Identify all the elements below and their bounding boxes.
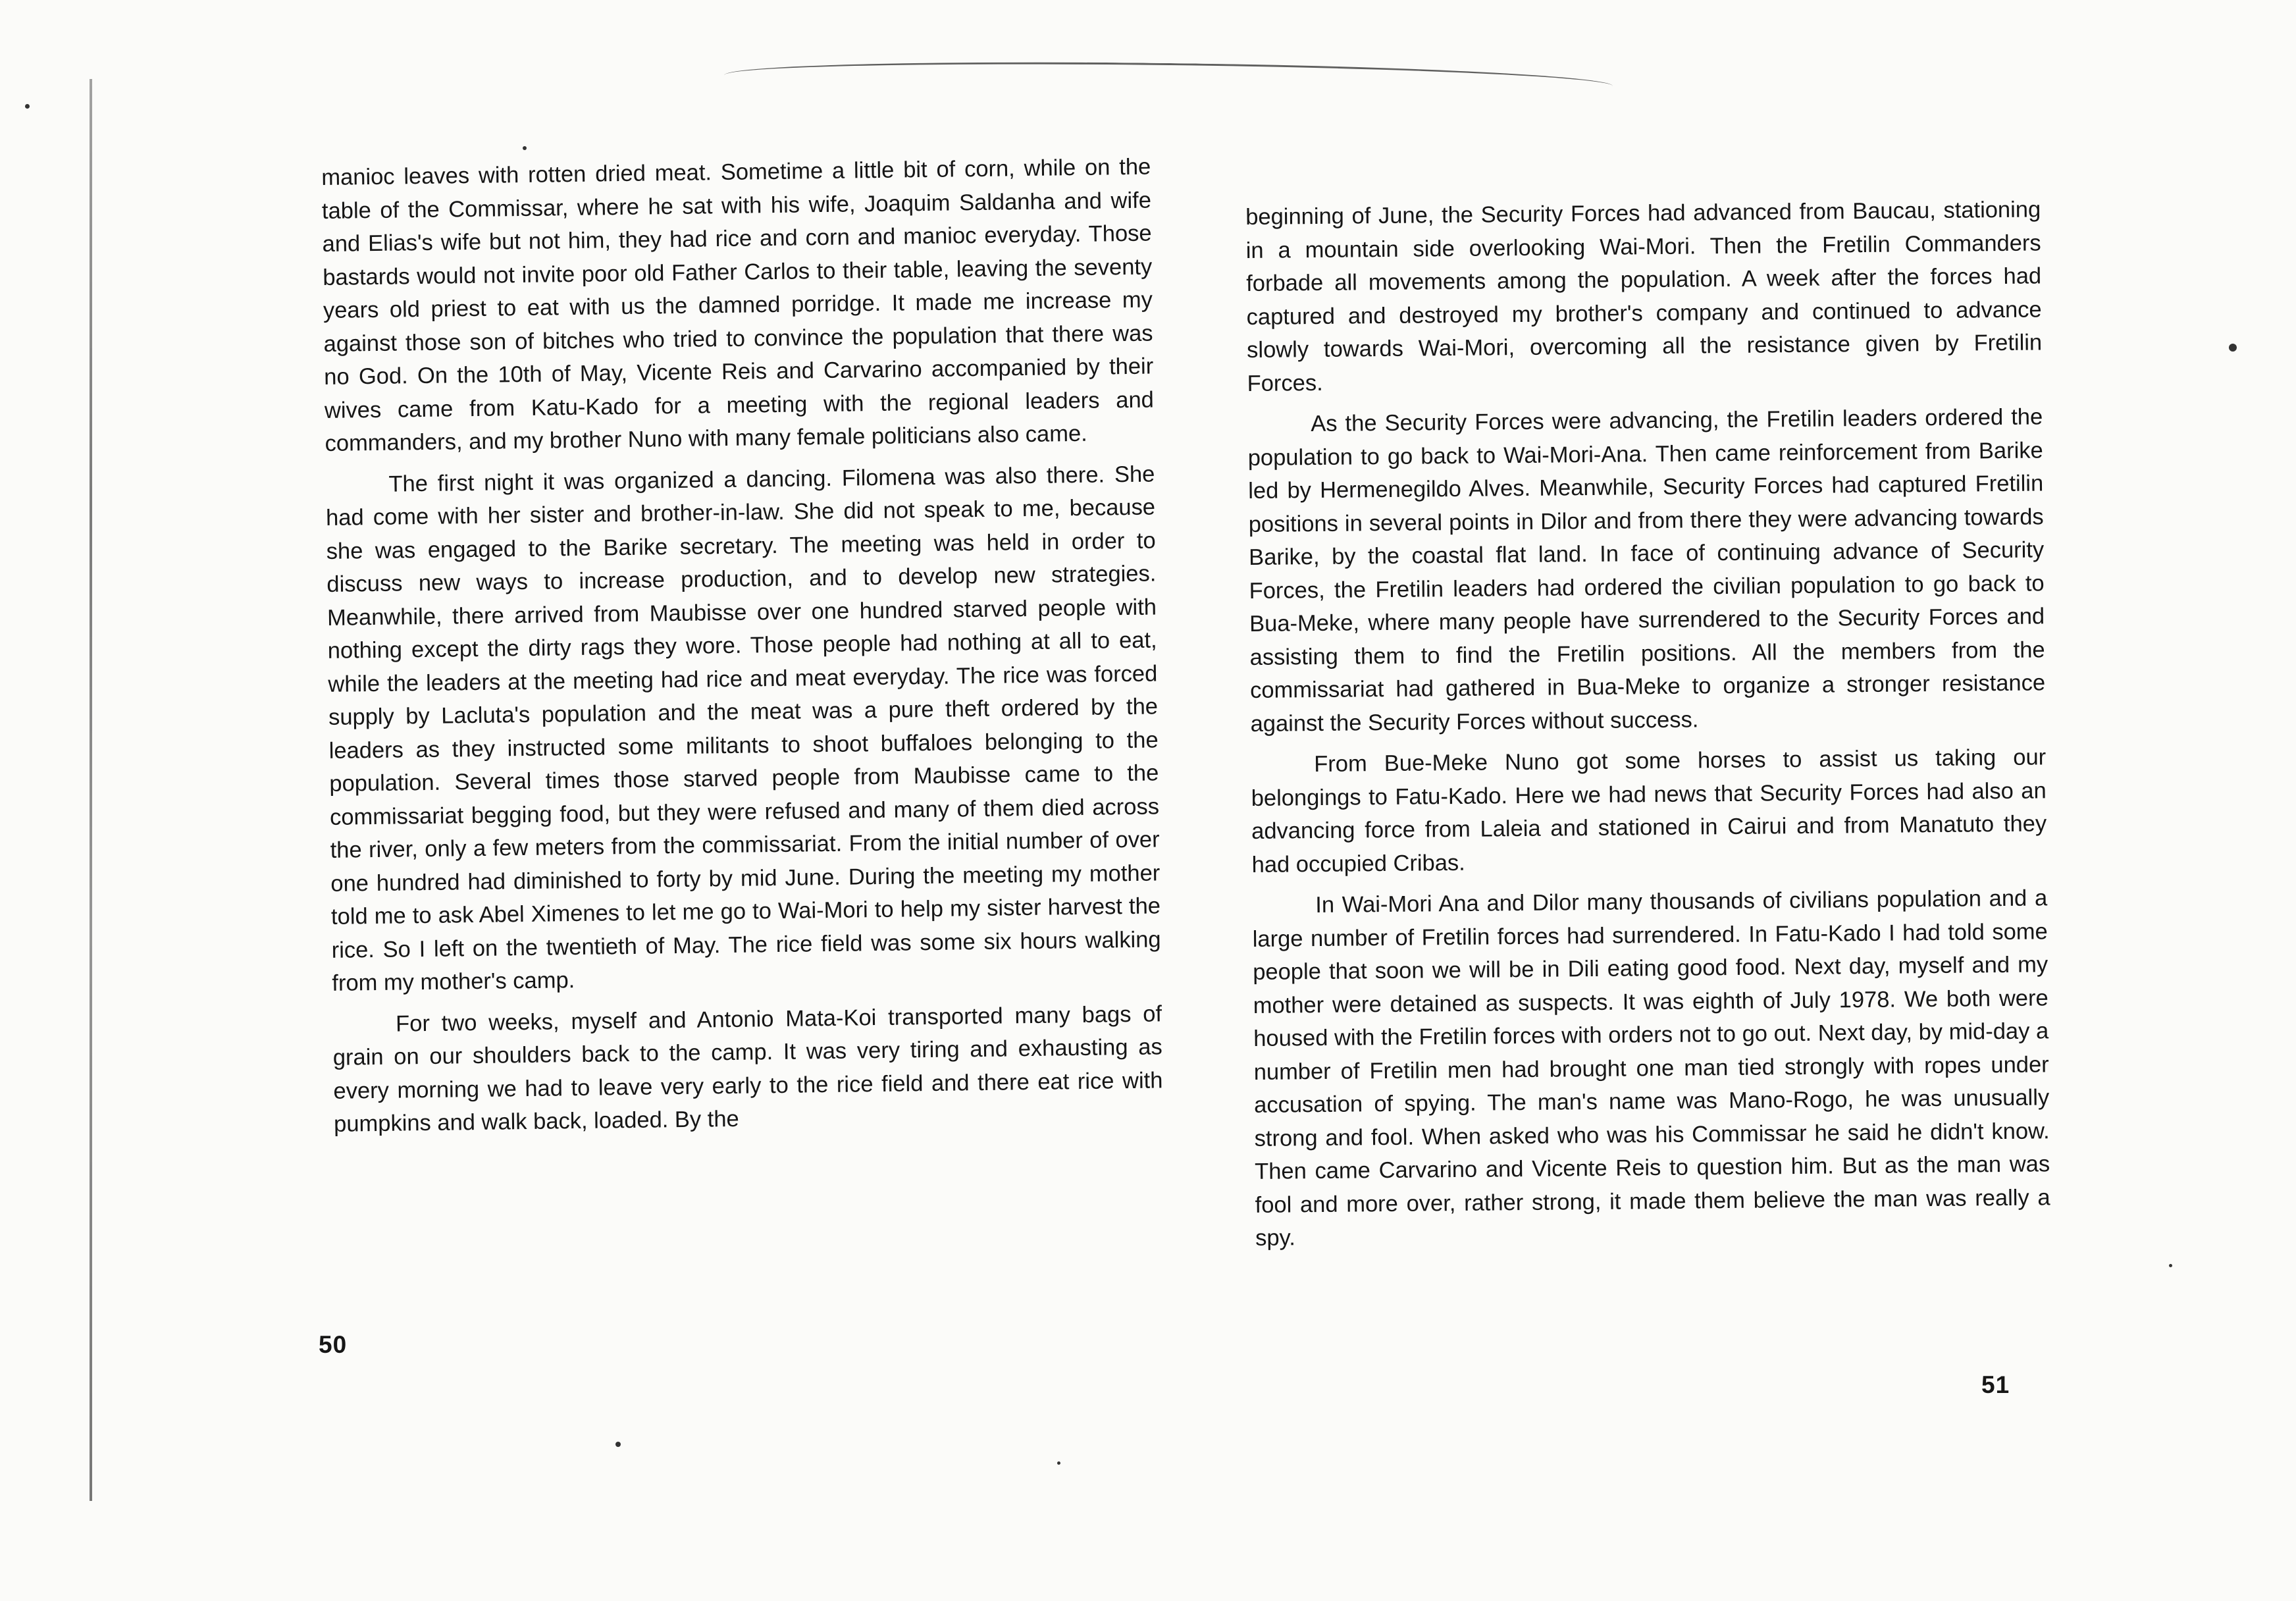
page-number: 50 <box>319 1331 348 1358</box>
right-page <box>1148 0 2296 1601</box>
paragraph: For two weeks, myself and Antonio Mata-Koi transported many bags of grain on our shoulders back to the camp. It was very tiring and exhausting as every morning we had to leave very early to the rice field and there eat rice with pumpkins and walk back, loaded. By the <box>332 1001 1163 1137</box>
left-page-text <box>321 151 1163 1142</box>
paragraph: As the Security Forces were advancing, the Fretilin leaders ordered the population to go back to Wai-Mori-Ana. Then came reinforcement from Barike led by Hermenegildo Alves. Meanwhile, Security Forces had captured Fretilin positions in several points in Dilor and from there they were advancing towards Barike, by the coastal flat land. In face of continuing advance of Security Forces, the Fretilin leaders had ordered the civilian population to go back to Bua-Meke, where many people have surrendered to the Security Forces and assisting them to find the Fretilin positions. All the members from the commissariat had gathered in Bua-Meke to organize a stronger resistance against the Security Forces without success. <box>1247 404 2046 737</box>
paragraph: manioc leaves with rotten dried meat. Sometime a little bit of corn, while on the table of the Commissar, where he sat with his wife, Joaquim Saldanha and wife and Elias's wife but not him, they had rice and corn and manioc everyday. Those bastards would not invite poor old Father Carlos to their table, leaving the seventy years old priest to eat with us the damned porridge. It made me increase my against those son of bitches who tried to convince the population that there was no God. On the 10th of May, Vicente Reis and Carvarino accompanied by their wives came from Katu-Kado for a meeting with the regional leaders and commanders, and my brother Nuno with many female politicians also came. <box>321 154 1155 456</box>
paragraph: The first night it was organized a dancing. Filomena was also there. She had come with her sister and brother-in-law. She did not speak to me, because she was engaged to the Barike secretary. The meeting was held in order to discuss new ways to increase production, and to develop new strategies. Meanwhile, there arrived from Maubisse over one hundred starved people with nothing except the dirty rags they wore. Those people had nothing at all to eat, while the leaders at the meeting had rice and meat everyday. The rice was forced supply by Lacluta's population and the meat was a pure theft ordered by the leaders as they instructed some militants to shoot buffaloes belonging to the population. Several times those starved people from Maubisse came to the commissariat begging food, but they were refused and many of them died across the river, only a few meters from the commissariat. From the initial number of over one hundred had diminished to forty by mid June. During the meeting my mother told me to ask Abel Ximenes to let me go to Wai-Mori to help my sister harvest the rice. So I left on the twentieth of May. The rice field was some six hours walking from my mother's camp. <box>325 461 1161 996</box>
page-number: 51 <box>1981 1371 2010 1398</box>
paragraph: beginning of June, the Security Forces had advanced from Baucau, stationing in a mountain side overlooking Wai-Mori. Then the Fretilin Commanders forbade all movements among the population. A week after the forces had captured and destroyed my brother's company and continued to advance slowly towards Wai-Mori, overcoming all the resistance given by Fretilin Forces. <box>1245 197 2043 396</box>
paragraph: In Wai-Mori Ana and Dilor many thousands of civilians population and a large number of Fretilin forces had surrendered. In Fatu-Kado I had told some people that soon we will be in Dili eating good food. Next day, myself and my mother were detained as suspects. It was eighth of July 1978. We both were housed with the Fretilin forces with orders not to go out. Next day, by mid-day a number of Fretilin men had brought one man tied strongly with ropes under accusation of spying. The man's name was Mano-Rogo, he was unusually strong and fool. When asked who was his Commissar he said he didn't know. Then came Carvarino and Vicente Reis to question him. But as the man was fool and more over, rather strong, it made them believe the man was really a spy. <box>1252 885 2050 1251</box>
right-page-text <box>1245 193 2050 1255</box>
paragraph: From Bue-Meke Nuno got some horses to assist us taking our belongings to Fatu-Kado. Here we had news that Security Forces had also an advancing force from Laleia and stationed in Cairui and from Manatuto they had occupied Cribas. <box>1251 745 2047 878</box>
